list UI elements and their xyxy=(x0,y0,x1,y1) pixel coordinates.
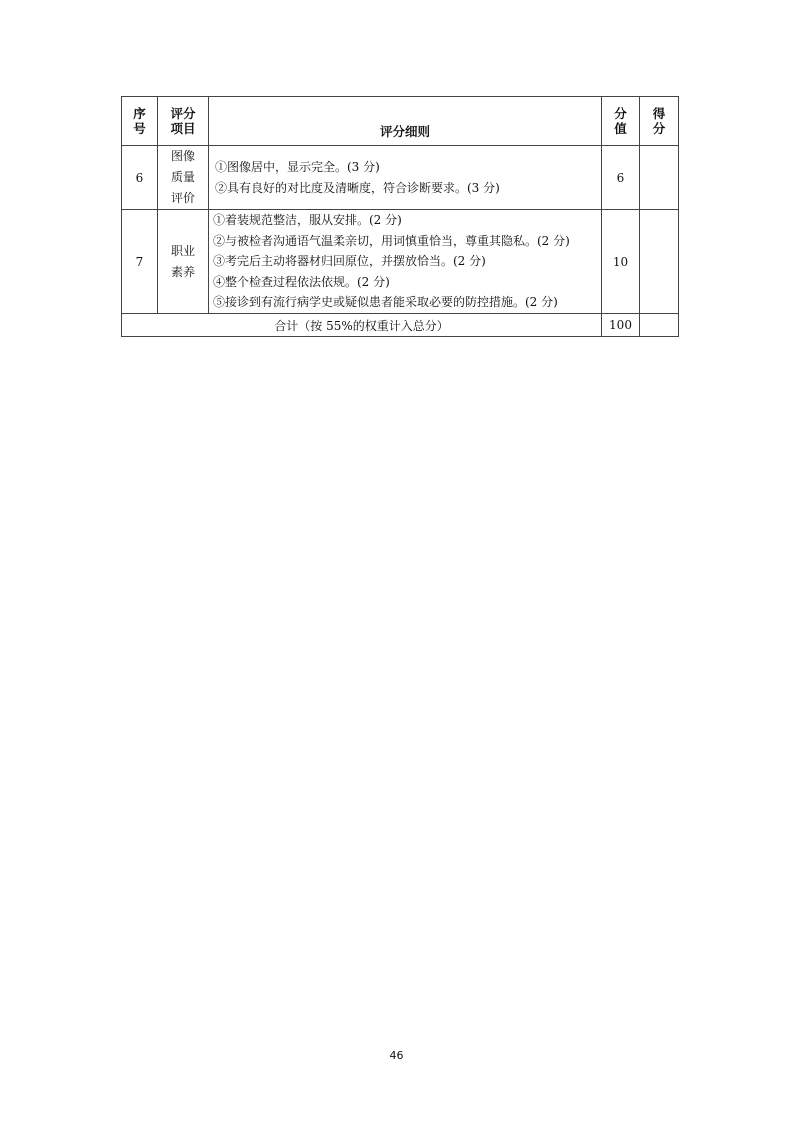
header-no: 序 号 xyxy=(122,97,158,146)
detail-line: ②具有良好的对比度及清晰度，符合诊断要求。(3 分) xyxy=(215,180,500,195)
table-row xyxy=(122,210,679,314)
row-score xyxy=(640,210,679,314)
detail-line: ③考完后主动将器材归回原位，并摆放恰当。(2 分) xyxy=(213,254,486,269)
header-detail: 评分细则 xyxy=(209,97,602,146)
scoring-table xyxy=(121,96,679,337)
row-item: 图像 质量 评价 xyxy=(158,146,209,210)
detail-line: ⑤接诊到有流行病学史或疑似患者能采取必要的防控措施。(2 分) xyxy=(213,295,558,310)
total-row xyxy=(122,314,679,337)
header-item: 评分 项目 xyxy=(158,97,209,146)
row-detail xyxy=(209,210,602,314)
row-no: 6 xyxy=(122,146,158,210)
header-score: 得 分 xyxy=(640,97,679,146)
row-points: 10 xyxy=(602,210,640,314)
row-item: 职业 素养 xyxy=(158,210,209,314)
header-points: 分 值 xyxy=(602,97,640,146)
total-score xyxy=(640,314,679,337)
detail-line: ①图像居中，显示完全。(3 分) xyxy=(215,160,380,174)
detail-line: ①着装规范整洁，服从安排。(2 分) xyxy=(213,213,402,228)
row-no: 7 xyxy=(122,210,158,314)
table-row xyxy=(122,146,679,210)
detail-line: ④整个检查过程依法依规。(2 分) xyxy=(213,274,390,289)
detail-line: ②与被检者沟通语气温柔亲切，用词慎重恰当，尊重其隐私。(2 分) xyxy=(213,233,570,248)
row-points: 6 xyxy=(602,146,640,210)
total-label: 合计（按 55%的权重计入总分） xyxy=(122,314,602,337)
row-detail xyxy=(209,146,602,210)
header-row xyxy=(122,97,679,146)
row-score xyxy=(640,146,679,210)
page-number: 46 xyxy=(389,1049,404,1062)
total-points: 100 xyxy=(602,314,640,337)
